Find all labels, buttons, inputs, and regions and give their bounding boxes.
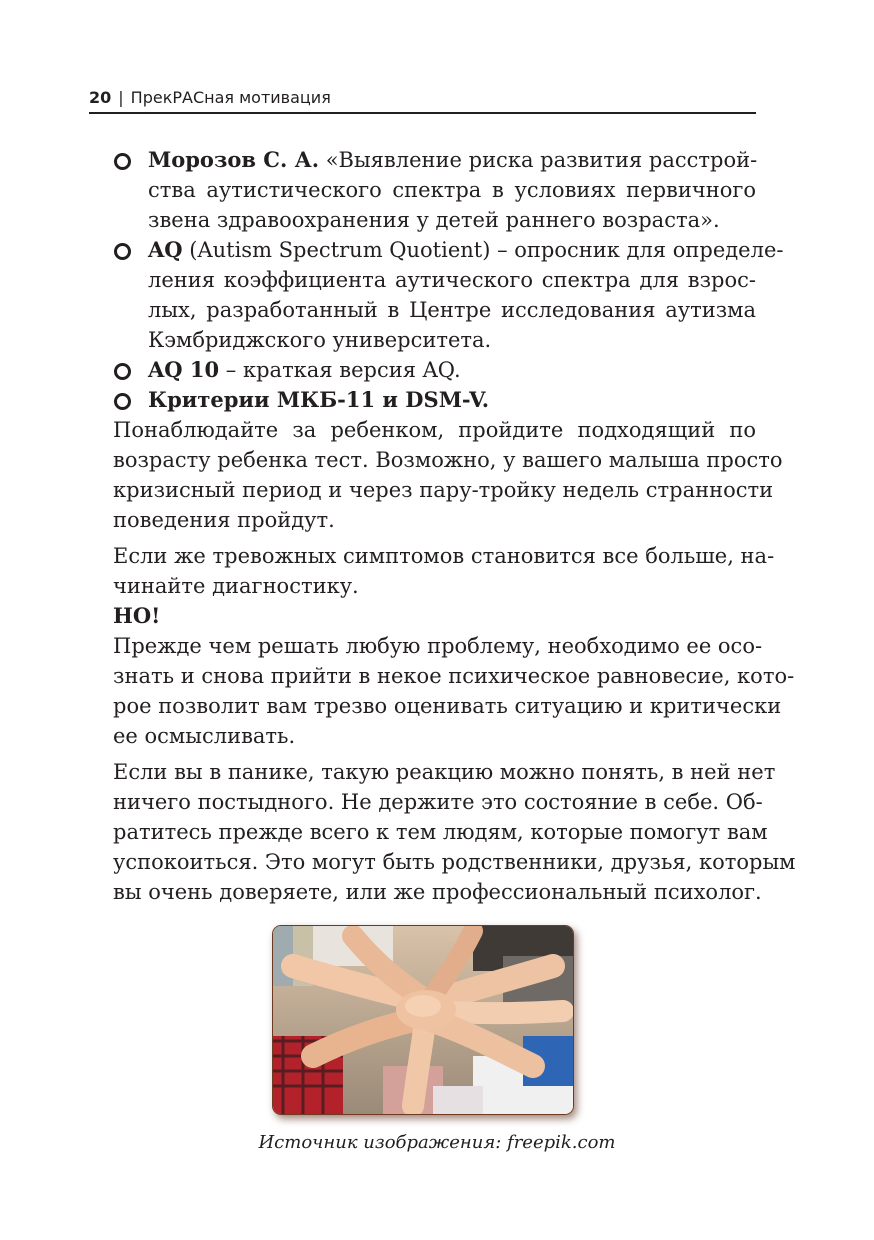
text-line: ничего постыдного. Не держите это состояние в себе. Об- <box>113 790 763 814</box>
paragraph <box>113 541 775 601</box>
bullet-text: «Выявление риска развития расстрой- <box>319 148 758 172</box>
circle-bullet-icon <box>114 393 131 410</box>
bullet-bold-term: Критерии МКБ-11 и DSM-V. <box>148 387 490 412</box>
text-line <box>148 145 756 175</box>
page-body <box>113 145 796 907</box>
text-line: возрасту ребенка тест. Возможно, у вашего малыша просто <box>113 448 783 472</box>
circle-bullet-icon <box>114 243 131 260</box>
emphasis-text: НО! <box>113 603 161 628</box>
text-line: Кэмбриджского университета. <box>148 328 492 352</box>
circle-bullet-icon <box>114 153 131 170</box>
text-line: вы очень доверяете, или же профессиональный психолог. <box>113 880 762 904</box>
running-header <box>89 86 756 114</box>
text-line: ее осмысливать. <box>113 724 296 748</box>
bullet-text: – краткая версия AQ. <box>219 358 461 382</box>
stacked-hands-photo <box>272 925 574 1115</box>
teamwork-hands-illustration <box>273 926 573 1114</box>
circle-bullet-icon <box>114 363 131 380</box>
bullet-item <box>113 235 784 355</box>
text-line <box>148 235 784 265</box>
text-line: успокоиться. Это могут быть родственники, друзья, которым <box>113 850 796 874</box>
bullet-item <box>113 145 756 235</box>
bullet-bold-term: Морозов С. А. <box>148 147 320 172</box>
text-line: ления коэффициента аутического спектра для взрос- <box>148 268 756 292</box>
paragraph <box>113 757 796 907</box>
header-separator: | <box>118 88 124 107</box>
text-line <box>148 385 756 415</box>
figure-caption: Источник изображения: freepik.com <box>258 1132 616 1153</box>
paragraph <box>113 601 756 631</box>
paragraph <box>113 631 795 751</box>
text-line: лых, разработанный в Центре исследования аутизма <box>148 298 756 322</box>
text-line: кризисный период и через пару-тройку недель странности <box>113 478 774 502</box>
bullet-text: (Autism Spectrum Quotient) – опросник для определе- <box>182 238 784 262</box>
text-line: Если же тревожных симптомов становится все больше, на- <box>113 544 775 568</box>
text-line: поведения пройдут. <box>113 508 335 532</box>
page-number: 20 <box>89 88 112 107</box>
bullet-item <box>113 355 756 385</box>
text-line: рое позволит вам трезво оценивать ситуацию и критически <box>113 694 782 718</box>
text-line: звена здравоохранения у детей раннего возраста». <box>148 208 720 232</box>
text-line: Понаблюдайте за ребенком, пройдите подходящий по <box>113 418 756 442</box>
text-line <box>148 355 756 385</box>
book-title: ПрекРАСная мотивация <box>130 88 331 107</box>
text-line: ратитесь прежде всего к тем людям, которые помогут вам <box>113 820 768 844</box>
emphasis-line <box>113 601 756 631</box>
paragraph <box>113 415 783 535</box>
text-line: Если вы в панике, такую реакцию можно понять, в ней нет <box>113 760 776 784</box>
text-line: чинайте диагностику. <box>113 574 359 598</box>
bullet-bold-term: AQ <box>148 237 183 262</box>
bullet-item <box>113 385 756 415</box>
text-line: Прежде чем решать любую проблему, необходимо ее осо- <box>113 634 763 658</box>
bullet-bold-term: AQ 10 <box>148 357 220 382</box>
text-line: ства аутистического спектра в условиях первичного <box>148 178 756 202</box>
text-line: знать и снова прийти в некое психическое равновесие, кото- <box>113 664 795 688</box>
